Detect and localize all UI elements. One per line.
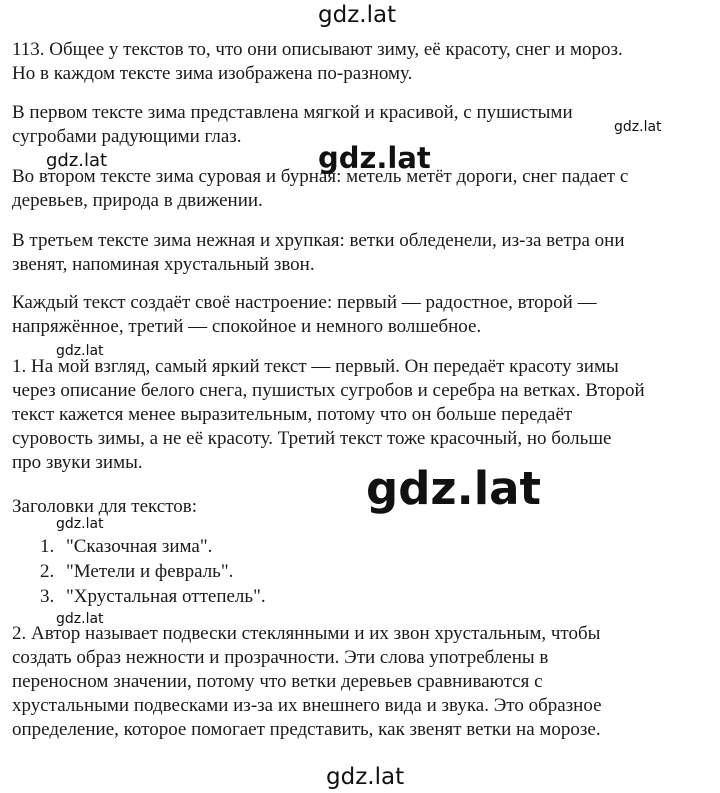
text-line: переносном значении, потому что ветки деревьев сравниваются с (12, 671, 543, 692)
text-line: создать образ нежности и прозрачности. Эти слова употреблены в (12, 647, 549, 668)
watermark-small: gdz.lat (56, 611, 104, 627)
paragraph-answer-2 (12, 622, 712, 742)
list-text: "Метели и февраль". (66, 561, 234, 582)
list-item (40, 560, 233, 584)
text-line: про звуки зимы. (12, 452, 143, 473)
text-line: деревьев, природа в движении. (12, 190, 263, 211)
watermark-small: gdz.lat (56, 343, 104, 359)
watermark-small: gdz.lat (614, 119, 662, 135)
list-text: "Хрустальная оттепель". (66, 586, 266, 607)
watermark-large: gdz.lat (366, 462, 542, 515)
text-line: 2. Автор называет подвески стеклянными и их звон хрустальным, чтобы (12, 623, 601, 644)
text-line: Во втором тексте зима суровая и бурная: метель метёт дороги, снег падает с (12, 166, 629, 187)
text-line: звенят, напоминая хрустальный звон. (12, 254, 315, 275)
list-number: 3. (40, 586, 55, 607)
list-text: "Сказочная зима". (66, 536, 213, 557)
text-line: текст кажется менее выразительным, потому что он больше передаёт (12, 404, 573, 425)
text-line: Каждый текст создаёт своё настроение: первый — радостное, второй — (12, 292, 597, 313)
watermark-small: gdz.lat (56, 516, 104, 532)
text-line: суровость зимы, а не её красоту. Третий текст тоже красочный, но больше (12, 428, 612, 449)
text-line: напряжённое, третий — спокойное и немного волшебное. (12, 316, 482, 337)
text-line: 113. Общее у текстов то, что они описывают зиму, её красоту, снег и мороз. (12, 39, 623, 60)
paragraph-third-text (12, 229, 712, 277)
text-line: В первом тексте зима представлена мягкой и красивой, с пушистыми (12, 102, 573, 123)
paragraph-moods (12, 291, 712, 339)
watermark-top: gdz.lat (318, 2, 397, 28)
paragraph-intro (12, 38, 712, 86)
watermark-small: gdz.lat (46, 150, 108, 171)
text-line: 1. На мой взгляд, самый яркий текст — первый. Он передаёт красоту зимы (12, 356, 619, 377)
text-line: Но в каждом тексте зима изображена по-разному. (12, 63, 413, 84)
watermark-bottom: gdz.lat (326, 764, 405, 790)
text-line: хрустальными подвесками из-за их внешнего вида и звука. Это образное (12, 695, 602, 716)
watermark-mid: gdz.lat (318, 141, 431, 175)
text-line: определение, которое помогает представить, как звенят ветки на морозе. (12, 719, 601, 740)
titles-heading (12, 495, 712, 519)
list-item (40, 535, 212, 559)
list-number: 1. (40, 536, 55, 557)
text-line: Заголовки для текстов: (12, 496, 197, 517)
text-line: сугробами радующими глаз. (12, 126, 242, 147)
list-number: 2. (40, 561, 55, 582)
paragraph-answer-1 (12, 355, 712, 475)
text-line: через описание белого снега, пушистых сугробов и серебра на ветках. Второй (12, 380, 645, 401)
text-line: В третьем тексте зима нежная и хрупкая: ветки обледенели, из-за ветра они (12, 230, 625, 251)
list-item (40, 585, 266, 609)
